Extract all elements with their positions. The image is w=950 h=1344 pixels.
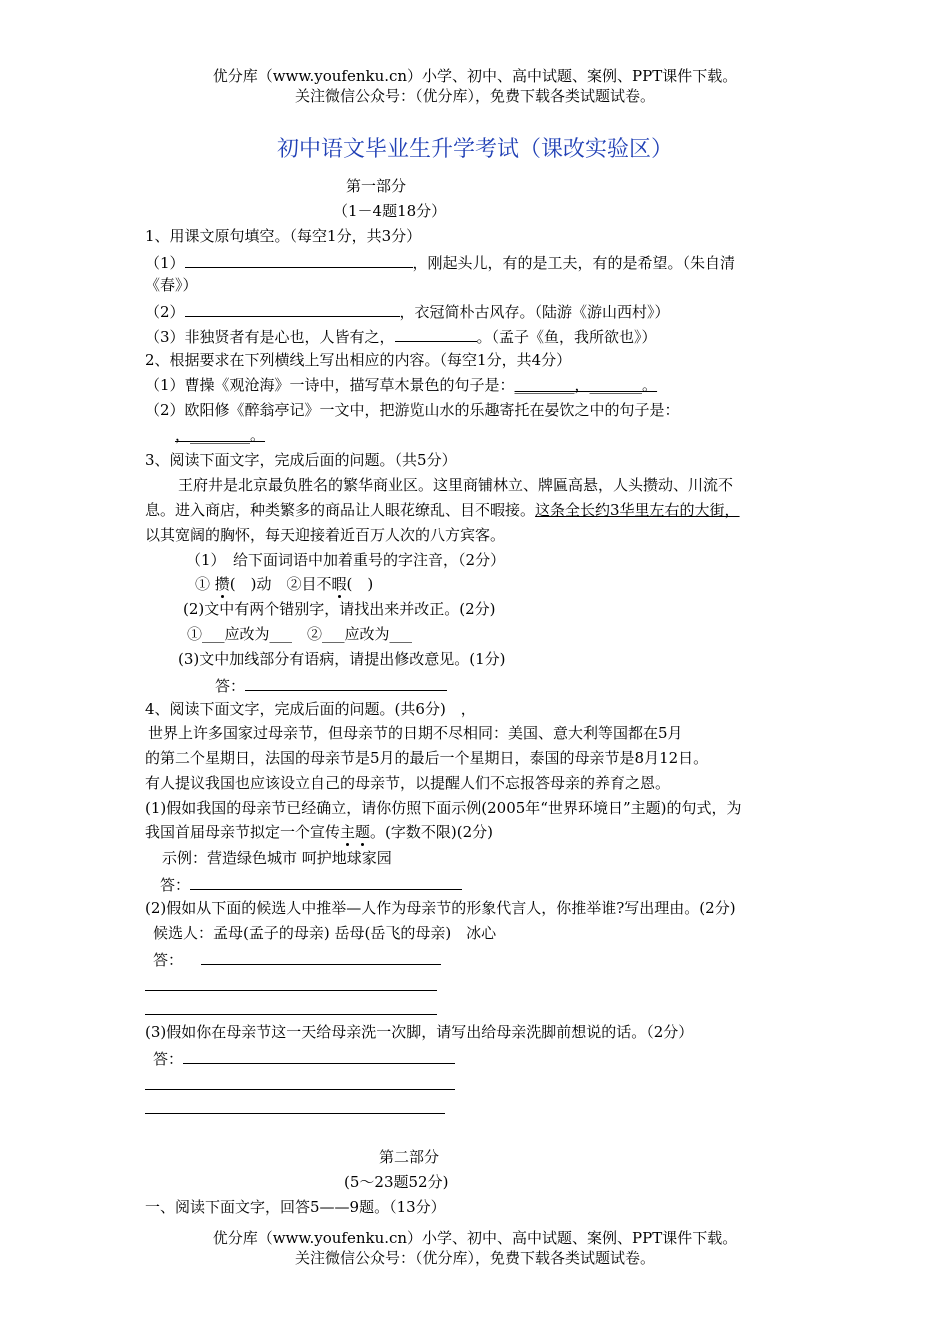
q4-sub-3-answer xyxy=(153,1047,455,1069)
q3-dotted-char-2: 暇 xyxy=(331,575,347,593)
q2-item-1-text: （1）曹操《观沧海》一诗中，描写草木景色的句子是： xyxy=(145,376,515,394)
q2-blanks-2-text: ，________。 xyxy=(175,426,266,444)
q1-item-2 xyxy=(145,300,670,322)
q4-candidates: 候选人：孟母(孟子的母亲) 岳母(岳飞的母亲) 冰心 xyxy=(153,924,497,942)
q4-answer-2-line-2[interactable] xyxy=(145,990,437,991)
q1-item-2-num: （2） xyxy=(145,303,185,321)
q3-sub-1-items xyxy=(195,574,373,594)
q1-item-2-text: ，衣冠简朴古风存。（陆游《游山西村》） xyxy=(399,303,670,321)
q3-sub-1-mid: ( )动 ②目不 xyxy=(229,575,332,593)
q4-sub-1-answer xyxy=(160,873,462,895)
q4-answer-2-label: 答： xyxy=(153,951,184,969)
q3-passage-3: 以其宽阔的胸怀，每天迎接着近百万人次的八方宾客。 xyxy=(145,526,506,544)
q4-dotted-char-2: 题 xyxy=(355,823,371,841)
q3-sub-1-end: ( ) xyxy=(346,575,374,593)
header-line-1: 优分库（www.youfenku.cn）小学、初中、高中试题、案例、PPT课件下载。 xyxy=(212,67,738,85)
q4-answer-1-line[interactable] xyxy=(190,873,462,890)
header-line-2: 关注微信公众号：（优分库），免费下载各类试题试卷。 xyxy=(294,87,655,105)
q1-blank-2[interactable] xyxy=(185,300,400,317)
q4-answer-3-line[interactable] xyxy=(183,1047,455,1064)
q4-sub-1a: (1)假如我国的母亲节已经确立，请你仿照下面示例(2005年“世界环境日”主题)的句式，为 xyxy=(145,799,742,817)
q4-answer-2-line[interactable] xyxy=(201,948,441,965)
q2-item-2: （2）欧阳修《醉翁亭记》一文中，把游览山水的乐趣寄托在晏饮之中的句子是： xyxy=(145,401,680,419)
footer-line-2: 关注微信公众号：（优分库），免费下载各类试题试卷。 xyxy=(294,1249,655,1267)
q3-answer-line[interactable] xyxy=(245,674,447,691)
q1-item-1 xyxy=(145,251,735,273)
q4-sub-2: (2)假如从下面的候选人中推举—人作为母亲节的形象代言人，你推举谁?写出理由。(2分) xyxy=(145,899,736,917)
q3-dotted-char-1: 攒 xyxy=(214,575,230,593)
footer-line-1: 优分库（www.youfenku.cn）小学、初中、高中试题、案例、PPT课件下载。 xyxy=(212,1229,738,1247)
q4-sub-1b-pre: 我国首届母亲节拟定一个宣传 xyxy=(145,823,341,841)
q2-item-1 xyxy=(145,375,657,395)
q4-sub-1b xyxy=(145,822,493,842)
q4-stem: 4、阅读下面文字，完成后面的问题。(共6分) ， xyxy=(145,700,476,718)
q3-passage-1: 王府井是北京最负胜名的繁华商业区。这里商铺林立、牌匾高悬，人头攒动、川流不 xyxy=(178,476,734,494)
q3-sub-2: (2)文中有两个错别字，请找出来并改正。(2分) xyxy=(183,600,496,618)
page-title: 初中语文毕业生升学考试（课改实验区） xyxy=(276,137,673,162)
q3-passage-2 xyxy=(145,500,740,520)
q1-item-1-num: （1） xyxy=(145,254,185,272)
q4-passage-3: 有人提议我国也应该设立自己的母亲节，以提醒人们不忘报答母亲的养育之恩。 xyxy=(145,774,671,792)
q4-dotted-char-1: 主 xyxy=(340,823,356,841)
q1-item-3-src: 。（孟子《鱼，我所欲也》） xyxy=(476,328,657,346)
q3-underlined-sentence: 这条全长约3华里左右的大街， xyxy=(535,501,740,519)
q2-blanks-1[interactable]: ________，_______。 xyxy=(514,376,658,394)
q3-passage-2a: 息。进入商店，种类繁多的商品让人眼花缭乱、目不暇接。 xyxy=(145,501,536,519)
part1-range: （1－4题18分） xyxy=(333,202,447,220)
q4-example: 示例：营造绿色城市 呵护地球家园 xyxy=(162,849,392,867)
q3-sub-2-blanks[interactable]: ①___应改为___ ②___应改为___ xyxy=(187,625,413,643)
q3-sub-1: （1） 给下面词语中加着重号的字注音，（2分） xyxy=(186,551,506,569)
q4-answer-3-line-3[interactable] xyxy=(145,1113,445,1114)
q3-sub-3-answer xyxy=(215,674,447,696)
q2-stem: 2、根据要求在下列横线上写出相应的内容。（每空1分，共4分） xyxy=(145,351,572,369)
part2-heading: 第二部分 xyxy=(379,1148,440,1166)
q1-item-3 xyxy=(145,325,657,347)
q4-passage-1: 世界上许多国家过母亲节，但母亲节的日期不尽相同：美国、意大利等国都在5月 xyxy=(148,724,683,742)
q1-stem: 1、用课文原句填空。（每空1分，共3分） xyxy=(145,227,422,245)
q1-blank-3[interactable] xyxy=(395,325,477,342)
q4-answer-3-label: 答： xyxy=(153,1050,184,1068)
q1-blank-1[interactable] xyxy=(185,251,413,268)
q1-item-1-cont: 《春》） xyxy=(145,276,198,294)
part2-range: (5～23题52分) xyxy=(344,1173,449,1191)
q3-stem: 3、阅读下面文字，完成后面的问题。（共5分） xyxy=(145,451,457,469)
part1-heading: 第一部分 xyxy=(346,177,407,195)
q1-item-1-text: ，刚起头儿，有的是工夫，有的是希望。（朱自清 xyxy=(412,254,736,272)
q4-answer-2-line-3[interactable] xyxy=(145,1014,437,1015)
q4-sub-1b-post: 。(字数不限)(2分) xyxy=(370,823,493,841)
q4-sub-3: (3)假如你在母亲节这一天给母亲洗一次脚，请写出给母亲洗脚前想说的话。（2分） xyxy=(145,1023,694,1041)
q1-item-3-text: （3）非独贤者有是心也，人皆有之， xyxy=(145,328,395,346)
q3-sub-1-num: ① xyxy=(195,575,215,593)
q2-blanks-2[interactable] xyxy=(175,425,265,445)
q3-sub-3: (3)文中加线部分有语病，请提出修改意见。(1分) xyxy=(178,650,506,668)
q4-sub-2-answer xyxy=(153,948,441,970)
q4-answer-1-label: 答： xyxy=(160,876,191,894)
q4-passage-2: 的第二个星期日，法国的母亲节是5月的最后一个星期日，泰国的母亲节是8月12日。 xyxy=(145,749,709,767)
q3-answer-label: 答： xyxy=(215,677,246,695)
q4-answer-3-line-2[interactable] xyxy=(145,1089,455,1090)
part2-q-stem: 一、阅读下面文字，回答5——9题。（13分） xyxy=(145,1198,446,1216)
